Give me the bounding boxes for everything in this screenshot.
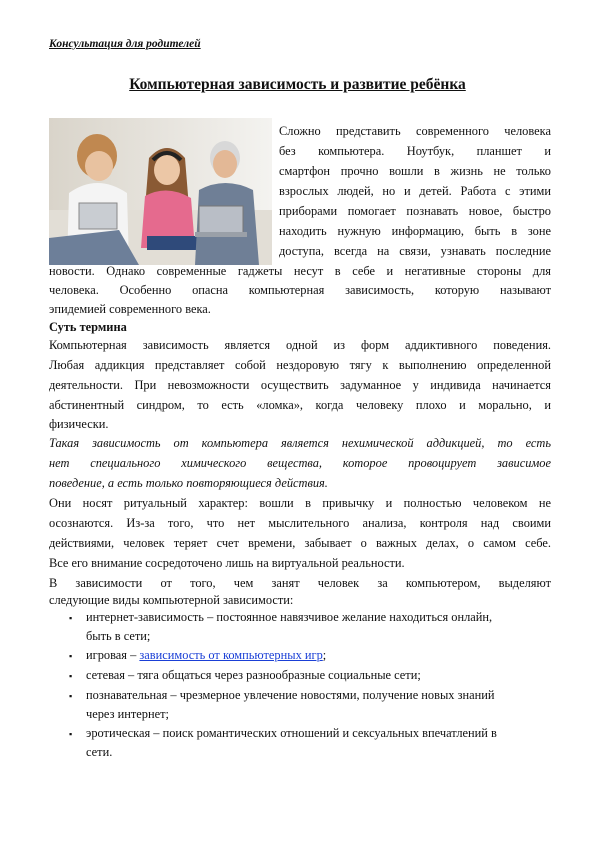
italic-line: Такая зависимость от компьютера является нехимической аддикцией, то есть	[49, 436, 551, 450]
bullet-icon: ▪	[69, 613, 73, 623]
paragraph-line: осознаются. Из-за того, что нет мыслительного анализа, контроля над своими	[49, 516, 551, 530]
section-title: Суть термина	[49, 320, 127, 334]
bullet-icon: ▪	[69, 729, 73, 739]
bullet-icon: ▪	[69, 691, 73, 701]
italic-line: нет специального химического вещества, которое провоцирует зависимое	[49, 456, 551, 470]
list-item	[86, 688, 495, 702]
list-item	[86, 648, 326, 662]
paragraph-line: следующие виды компьютерной зависимости:	[49, 593, 294, 607]
list-term: игровая	[86, 648, 127, 662]
list-term: интернет-зависимость	[86, 610, 204, 624]
intro-line: без компьютера. Ноутбук, планшет и	[279, 144, 551, 158]
list-dash: –	[203, 610, 217, 624]
list-dash: –	[124, 668, 138, 682]
paragraph-line: Они носят ритуальный характер: вошли в привычку и полностью человеком не	[49, 496, 551, 510]
bullet-icon: ▪	[69, 651, 73, 661]
intro-line: Сложно представить современного человека	[279, 124, 551, 138]
page-title: Компьютерная зависимость и развитие ребёнка	[129, 76, 466, 93]
list-item	[86, 610, 492, 624]
paragraph-line: деятельности. При невозможности осуществить задуманное у индивида начинается	[49, 378, 551, 392]
list-term: познавательная	[86, 688, 168, 702]
paragraph-line: Компьютерная зависимость является одной из форм аддиктивного поведения.	[49, 338, 551, 352]
paragraph-line: физически.	[49, 417, 109, 431]
intro-line: находить нужную информацию, быть в зоне	[279, 224, 551, 238]
list-item-continuation: быть в сети;	[86, 629, 151, 643]
intro-line: доступа, всегда на связи, узнавать последние	[279, 244, 551, 258]
list-dash: –	[150, 726, 163, 740]
paragraph-line: абстинентный синдром, то есть «ломка», когда человеку плохо и морально, и	[49, 398, 551, 412]
list-term: сетевая	[86, 668, 125, 682]
computer-games-addiction-link[interactable]: зависимость от компьютерных игр	[139, 648, 323, 662]
intro-line: взрослых людей, но и детей. Работа с этими	[279, 184, 551, 198]
paragraph-line: Любая аддикция представляет собой нездоровую тягу к выполнению определенной	[49, 358, 551, 372]
family-with-gadgets-photo	[49, 118, 272, 265]
list-item	[86, 668, 421, 682]
consultation-label: Консультация для родителей	[49, 38, 201, 50]
list-text: чрезмерное увлечение новостями, получение новых знаний	[179, 688, 495, 702]
paragraph-line: Все его внимание сосредоточено лишь на виртуальной реальности.	[49, 556, 405, 570]
paragraph-line: действиями, человек теряет счет времени, забывает о важных делах, о самом себе.	[49, 536, 551, 550]
bullet-icon: ▪	[69, 671, 73, 681]
list-text: тяга общаться через разнообразные социальные сети;	[137, 668, 421, 682]
list-dash: –	[127, 648, 140, 662]
list-text: ;	[322, 648, 327, 662]
intro-line: эпидемией современного века.	[49, 302, 211, 316]
intro-line: приборами помогает познавать новое, быстро	[279, 204, 551, 218]
italic-line: поведение, а есть только повторяющиеся действия.	[49, 476, 328, 490]
list-item	[86, 726, 497, 740]
list-item-continuation: сети.	[86, 745, 113, 759]
intro-line: смартфон прочно вошли в жизнь не только	[279, 164, 551, 178]
intro-line: человека. Особенно опасна компьютерная зависимость, которую называют	[49, 283, 551, 297]
list-term: эротическая	[86, 726, 151, 740]
list-text: поиск романтических отношений и сексуальных впечатлений в	[162, 726, 497, 740]
list-text: постоянное навязчивое желание находиться онлайн,	[216, 610, 493, 624]
list-dash: –	[167, 688, 180, 702]
paragraph-line: В зависимости от того, чем занят человек за компьютером, выделяют	[49, 576, 551, 590]
intro-line: новости. Однако современные гаджеты несут в себе и негативные стороны для	[49, 264, 551, 278]
list-item-continuation: через интернет;	[86, 707, 169, 721]
